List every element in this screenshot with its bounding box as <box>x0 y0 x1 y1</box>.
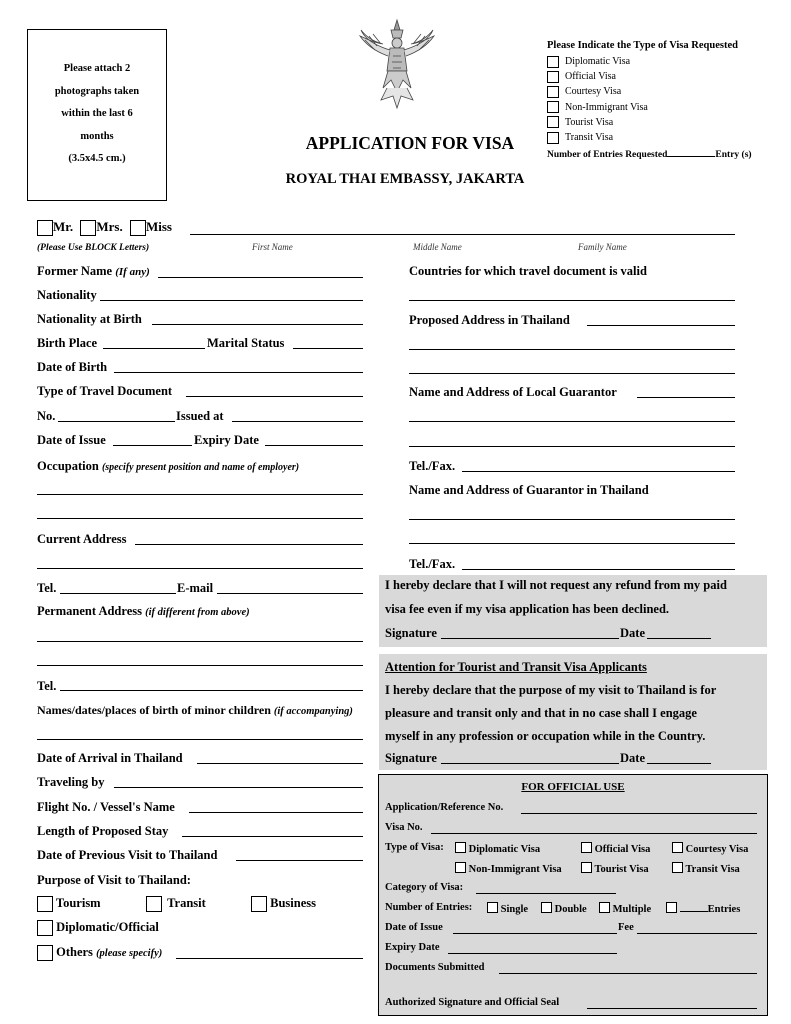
visa-option-label: Diplomatic Visa <box>565 56 631 68</box>
date-field[interactable] <box>647 638 711 639</box>
first-name-caption: First Name <box>252 242 293 252</box>
photo-instruction-line: (3.5x4.5 cm.) <box>68 153 126 164</box>
date-of-birth-label: Date of Birth <box>37 360 108 374</box>
checkbox[interactable] <box>599 902 610 913</box>
refund-declaration-panel <box>379 575 767 647</box>
photo-instruction-line: photographs taken <box>54 85 140 97</box>
local-guarantor-field[interactable] <box>637 397 735 398</box>
garuda-emblem-icon <box>357 16 437 116</box>
category-field[interactable] <box>476 893 616 894</box>
tel-fax2-field[interactable] <box>462 569 735 570</box>
checkbox[interactable] <box>547 116 559 128</box>
signature-label: Signature <box>385 751 437 765</box>
nationality-label: Nationality <box>37 288 97 302</box>
signature-field[interactable] <box>441 763 619 764</box>
permanent-address-field-line[interactable] <box>37 665 363 666</box>
arrival-field[interactable] <box>197 763 363 764</box>
entries-custom[interactable]: Entries <box>666 902 740 915</box>
purpose-business[interactable]: Business <box>251 896 316 912</box>
checkbox-mr[interactable] <box>37 220 53 236</box>
category-label: Category of Visa: <box>385 882 464 893</box>
entries-requested-label: Number of Entries Requested <box>547 150 668 161</box>
visa-option-diplomatic[interactable] <box>547 54 752 69</box>
previous-visit-field[interactable] <box>236 860 363 861</box>
official-non-immigrant[interactable]: Non-Immigrant Visa <box>455 862 562 875</box>
photo-instruction-line: Please attach 2 <box>63 63 131 74</box>
date-of-issue-label: Date of Issue <box>37 433 106 447</box>
tourist-declaration-line: I hereby declare that the purpose of my visit to Thailand is for <box>385 683 717 697</box>
official-courtesy[interactable]: Courtesy Visa <box>672 842 748 855</box>
checkbox[interactable] <box>455 862 466 873</box>
countries-valid-label: Countries for which travel document is valid <box>409 264 647 278</box>
proposed-address-field-line[interactable] <box>409 349 735 350</box>
checkbox[interactable] <box>581 862 592 873</box>
occupation-field-line[interactable] <box>37 518 363 519</box>
birth-place-label: Birth Place <box>37 336 98 350</box>
countries-valid-field[interactable] <box>409 300 735 301</box>
visa-no-field[interactable] <box>431 833 757 834</box>
expiry-date-field[interactable] <box>265 445 363 446</box>
doc-number-field[interactable] <box>58 421 175 422</box>
authorized-label: Authorized Signature and Official Seal <box>385 997 560 1008</box>
proposed-address-field[interactable] <box>587 325 735 326</box>
entries-requested-field[interactable] <box>667 156 715 157</box>
tourist-declaration-line: myself in any profession or occupation while in the Country. <box>385 729 706 743</box>
stay-label: Length of Proposed Stay <box>37 824 169 838</box>
date-issue-label: Date of Issue <box>385 922 443 933</box>
visa-option-label: Tourist Visa <box>565 116 614 128</box>
thai-guarantor-field-line[interactable] <box>409 519 735 520</box>
current-address-label: Current Address <box>37 532 127 546</box>
checkbox[interactable] <box>547 56 559 68</box>
purpose-diplomatic[interactable]: Diplomatic/Official <box>37 920 159 936</box>
tel2-field[interactable] <box>60 690 363 691</box>
entries-double[interactable]: Double <box>541 902 587 915</box>
expiry-date-label: Expiry Date <box>194 433 259 447</box>
checkbox[interactable] <box>666 902 677 913</box>
former-name-label: Former Name (If any) <box>37 264 150 278</box>
type-of-visa-label: Type of Visa: <box>385 842 444 853</box>
purpose-others[interactable]: Others (please specify) <box>37 945 162 961</box>
expiry-field[interactable] <box>448 953 617 954</box>
entries-single[interactable]: Single <box>487 902 528 915</box>
visa-option-non-immigrant[interactable] <box>547 100 752 115</box>
email-field[interactable] <box>217 593 363 594</box>
documents-field[interactable] <box>499 973 757 974</box>
marital-status-field[interactable] <box>293 348 363 349</box>
purpose-transit[interactable]: Transit <box>146 896 206 912</box>
visa-no-label: Visa No. <box>385 822 423 833</box>
page-subtitle: ROYAL THAI EMBASSY, JAKARTA <box>285 171 525 187</box>
expiry-label: Expiry Date <box>385 942 440 953</box>
entries-requested-row <box>547 150 752 160</box>
date-issue-field[interactable] <box>453 933 617 934</box>
date-of-birth-field[interactable] <box>114 372 363 373</box>
app-ref-field[interactable] <box>521 813 757 814</box>
visa-option-courtesy[interactable] <box>547 84 752 99</box>
entries-label: Number of Entries: <box>385 902 473 913</box>
marital-status-label: Marital Status <box>207 336 285 350</box>
title-selection-row <box>37 219 172 236</box>
tel-label: Tel. <box>37 581 57 595</box>
title-mrs-label: Mrs. <box>96 219 123 234</box>
visa-option-label: Non-Immigrant Visa <box>565 101 648 113</box>
permanent-address-field-line[interactable] <box>37 641 363 642</box>
checkbox-mrs[interactable] <box>80 220 96 236</box>
doc-number-label: No. <box>37 409 56 423</box>
date-label: Date <box>620 751 645 765</box>
current-address-field[interactable] <box>135 544 363 545</box>
photo-instruction-line: months <box>80 130 114 142</box>
checkbox[interactable] <box>487 902 498 913</box>
checkbox[interactable] <box>251 896 267 912</box>
photo-attachment-box <box>27 29 167 201</box>
traveling-by-field[interactable] <box>114 787 363 788</box>
checkbox[interactable] <box>547 71 559 83</box>
birth-place-field[interactable] <box>103 348 205 349</box>
former-name-field[interactable] <box>158 277 363 278</box>
official-use-panel <box>378 774 768 1016</box>
local-guarantor-label: Name and Address of Local Guarantor <box>409 385 617 399</box>
block-letters-note: (Please Use BLOCK Letters) <box>37 243 150 253</box>
page-title: APPLICATION FOR VISA <box>305 133 515 153</box>
checkbox-miss[interactable] <box>130 220 146 236</box>
tel-fax-field[interactable] <box>462 471 735 472</box>
date-label: Date <box>620 626 645 640</box>
tel-fax2-label: Tel./Fax. <box>409 557 456 571</box>
tel-field[interactable] <box>60 593 176 594</box>
flight-field[interactable] <box>189 812 363 813</box>
checkbox[interactable] <box>37 945 53 961</box>
title-miss-label: Miss <box>145 219 172 234</box>
arrival-label: Date of Arrival in Thailand <box>37 751 183 765</box>
tourist-declaration-panel <box>379 654 767 770</box>
checkbox[interactable] <box>672 842 683 853</box>
occupation-label: Occupation (specify present position and name of employer) <box>37 459 300 473</box>
tel2-label: Tel. <box>37 679 57 693</box>
purpose-label: Purpose of Visit to Thailand: <box>37 873 191 887</box>
visa-option-official[interactable] <box>547 69 752 84</box>
email-label: E-mail <box>177 581 214 595</box>
full-name-field[interactable] <box>190 234 735 235</box>
official-official[interactable]: Official Visa <box>581 842 650 855</box>
visa-option-label: Transit Visa <box>565 132 614 144</box>
fee-label: Fee <box>618 922 634 933</box>
local-guarantor-field-line[interactable] <box>409 446 735 447</box>
documents-label: Documents Submitted <box>385 962 485 973</box>
current-address-field-line[interactable] <box>37 568 363 569</box>
checkbox[interactable] <box>547 101 559 113</box>
signature-label: Signature <box>385 626 437 640</box>
checkbox[interactable] <box>547 86 559 98</box>
thai-guarantor-label: Name and Address of Guarantor in Thailand <box>409 483 649 497</box>
checkbox[interactable] <box>37 896 53 912</box>
official-use-heading: FOR OFFICIAL USE <box>521 781 625 793</box>
checkbox[interactable] <box>455 842 466 853</box>
checkbox[interactable] <box>146 896 162 912</box>
refund-declaration-line: visa fee even if my visa application has been declined. <box>385 602 670 616</box>
travel-doc-label: Type of Travel Document <box>37 384 173 398</box>
photo-instruction-line: within the last 6 <box>61 108 133 119</box>
travel-doc-field[interactable] <box>186 396 363 397</box>
issued-at-label: Issued at <box>176 409 224 423</box>
traveling-by-label: Traveling by <box>37 775 105 789</box>
visa-type-section <box>547 40 752 160</box>
official-transit[interactable]: Transit Visa <box>672 862 740 875</box>
flight-label: Flight No. / Vessel's Name <box>37 800 175 814</box>
checkbox[interactable] <box>541 902 552 913</box>
stay-field[interactable] <box>182 836 363 837</box>
authorized-field[interactable] <box>587 1008 757 1009</box>
issued-at-field[interactable] <box>232 421 363 422</box>
title-mr-label: Mr. <box>53 219 74 234</box>
official-diplomatic[interactable]: Diplomatic Visa <box>455 842 540 855</box>
checkbox[interactable] <box>37 920 53 936</box>
app-ref-label: Application/Reference No. <box>385 802 504 813</box>
others-field[interactable] <box>176 958 363 959</box>
purpose-tourism[interactable]: Tourism <box>37 896 101 912</box>
nationality-birth-field[interactable] <box>152 324 363 325</box>
fee-field[interactable] <box>637 933 757 934</box>
entries-multiple[interactable]: Multiple <box>599 902 651 915</box>
proposed-address-field-line[interactable] <box>409 373 735 374</box>
nationality-birth-label: Nationality at Birth <box>37 312 142 326</box>
checkbox[interactable] <box>672 862 683 873</box>
entries-suffix: Entry (s) <box>715 150 752 161</box>
official-tourist[interactable]: Tourist Visa <box>581 862 649 875</box>
occupation-field-line[interactable] <box>37 494 363 495</box>
visa-option-label: Official Visa <box>565 71 616 83</box>
visa-type-heading: Please Indicate the Type of Visa Requested <box>547 40 738 51</box>
signature-field[interactable] <box>441 638 619 639</box>
children-label: Names/dates/places of birth of minor children (if accompanying) <box>37 703 353 717</box>
date-field[interactable] <box>647 763 711 764</box>
local-guarantor-field-line[interactable] <box>409 421 735 422</box>
entries-custom-field[interactable] <box>680 911 708 912</box>
children-field-line[interactable] <box>37 739 363 740</box>
permanent-address-label: Permanent Address (if different from above) <box>37 604 250 618</box>
checkbox[interactable] <box>581 842 592 853</box>
date-of-issue-field[interactable] <box>113 445 192 446</box>
thai-guarantor-field-line[interactable] <box>409 543 735 544</box>
visa-option-tourist[interactable] <box>547 115 752 130</box>
tel-fax-label: Tel./Fax. <box>409 459 456 473</box>
family-name-caption: Family Name <box>578 242 627 252</box>
proposed-address-label: Proposed Address in Thailand <box>409 313 570 327</box>
visa-option-label: Courtesy Visa <box>565 86 622 98</box>
previous-visit-label: Date of Previous Visit to Thailand <box>37 848 218 862</box>
tourist-declaration-line: pleasure and transit only and that in no case shall I engage <box>385 706 697 720</box>
middle-name-caption: Middle Name <box>413 242 462 252</box>
refund-declaration-line: I hereby declare that I will not request any refund from my paid <box>385 578 727 592</box>
nationality-field[interactable] <box>100 300 363 301</box>
visa-option-transit[interactable] <box>547 130 752 145</box>
tourist-declaration-heading: Attention for Tourist and Transit Visa Applicants <box>385 660 647 674</box>
